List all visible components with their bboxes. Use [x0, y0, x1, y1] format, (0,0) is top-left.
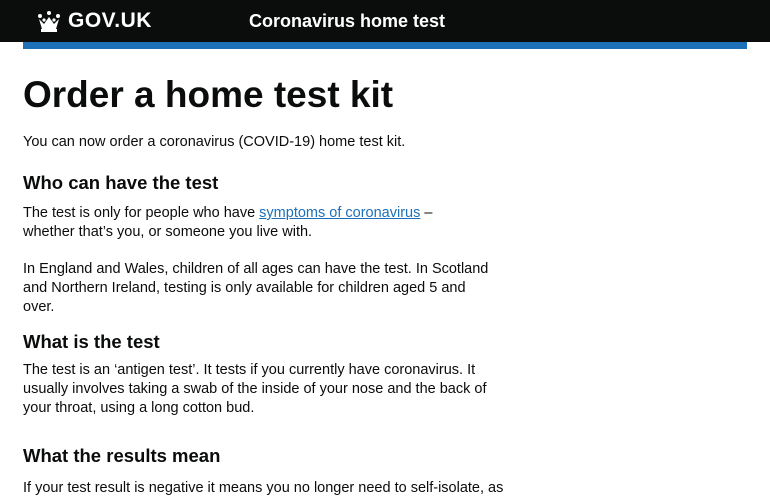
what-paragraph-1: The test is an ‘antigen test’. It tests if you currently have coronavirus. It usually involves taking a swab of the inside of your nose and the back of your throat, using a long cotton bud. — [23, 362, 487, 416]
heading-what-is-test: What is the test — [23, 331, 160, 352]
logo-text: GOV.UK — [68, 9, 152, 32]
crown-icon — [36, 10, 62, 32]
heading-who-can-have-test: Who can have the test — [23, 172, 219, 193]
site-header — [0, 0, 770, 42]
header-accent-bar — [23, 42, 747, 49]
who-paragraph-1-text-b: – whether that’s you, or someone you live with. — [23, 205, 433, 240]
intro-paragraph: You can now order a coronavirus (COVID-19) home test kit. — [23, 134, 406, 150]
who-paragraph-1 — [23, 204, 473, 242]
symptoms-of-coronavirus-link[interactable]: symptoms of coronavirus — [259, 205, 421, 221]
govuk-logo-link[interactable] — [36, 7, 152, 35]
who-paragraph-1-text-a: The test is only for people who have — [23, 205, 260, 221]
who-paragraph-2: In England and Wales, children of all ages can have the test. In Scotland and Northern Ireland, testing is only available for children aged 5 and over. — [23, 261, 489, 315]
service-name-link[interactable]: Coronavirus home test — [249, 11, 446, 31]
heading-what-results-mean: What the results mean — [23, 445, 221, 466]
results-paragraph-1: If your test result is negative it means you no longer need to self-isolate, as — [23, 480, 504, 496]
page-title: Order a home test kit — [23, 74, 394, 115]
